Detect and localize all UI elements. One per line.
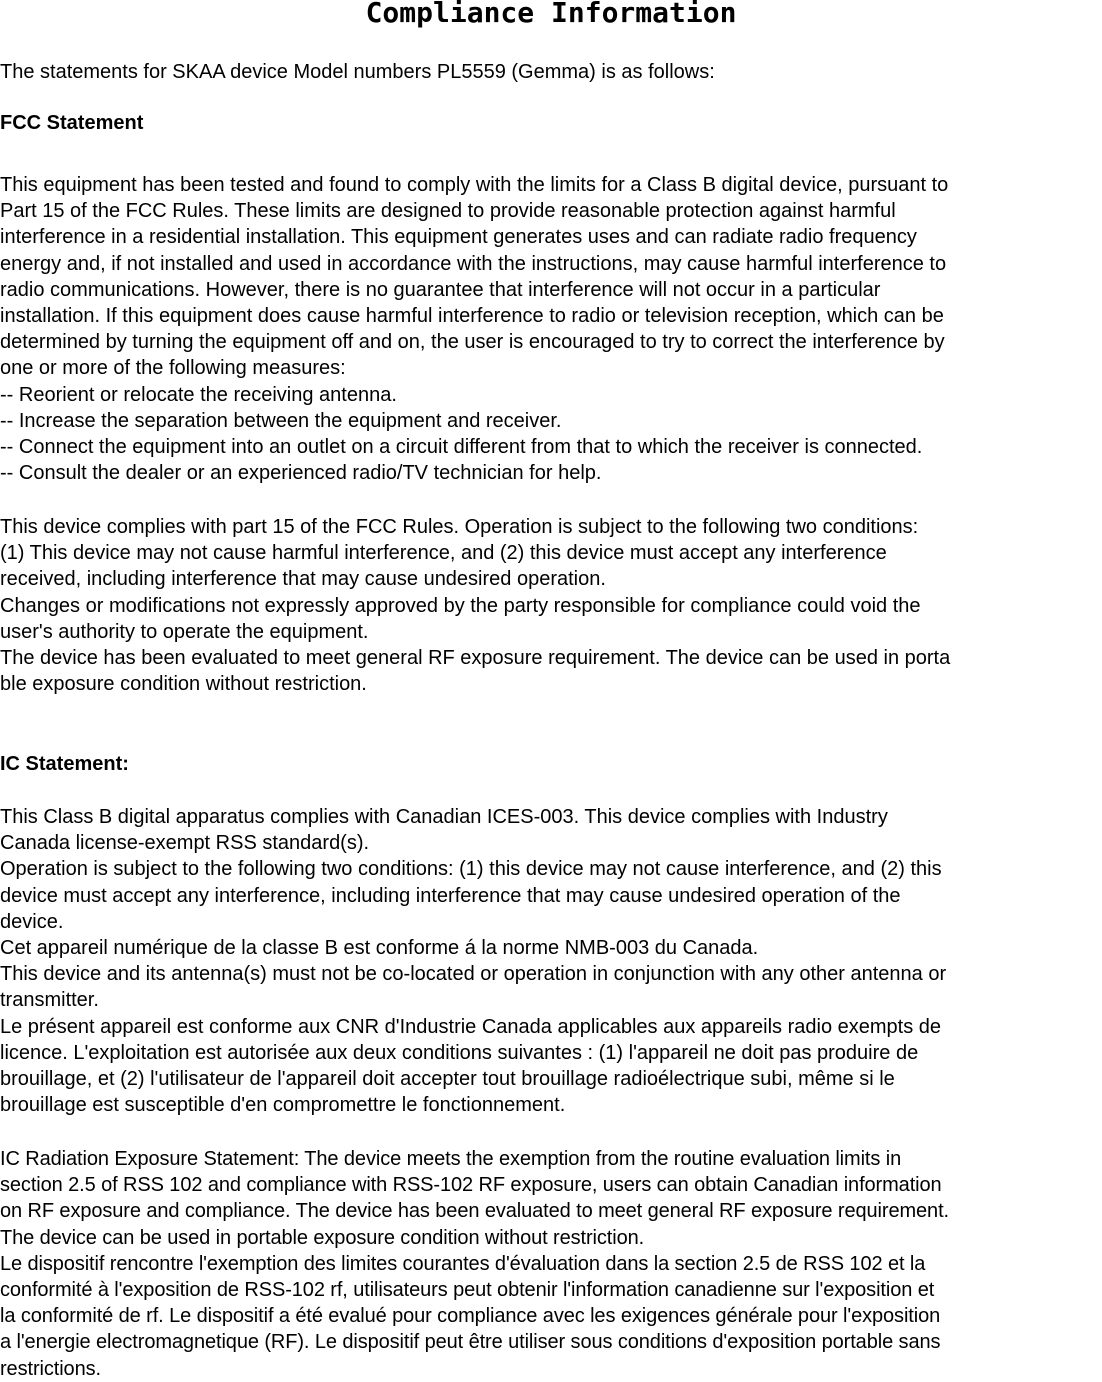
text-line: determined by turning the equipment off and on, the user is encouraged to try to correct the interference by [0,331,945,354]
text-line: Cet appareil numérique de la classe B est conforme á la norme NMB-003 du Canada. [0,937,759,960]
text-line: Changes or modifications not expressly approved by the party responsible for compliance could void the [0,594,921,617]
text-line: The device can be used in portable exposure condition without restriction. [0,1226,645,1249]
text-line: restrictions. [0,1357,101,1380]
text-line: conformité à l'exposition de RSS-102 rf, utilisateurs peut obtenir l'information canadienne sur l'exposition et [0,1279,935,1302]
text-line: Part 15 of the FCC Rules. These limits are designed to provide reasonable protection against harmful [0,200,896,223]
text-line: Canada license-exempt RSS standard(s). [0,832,370,855]
text-line: This Class B digital apparatus complies with Canadian ICES-003. This device complies with Industry [0,806,888,828]
fcc-paragraph-1 [0,172,948,486]
text-line: transmitter. [0,989,99,1012]
text-line: (1) This device may not cause harmful interference, and (2) this device must accept any interference [0,542,887,565]
fcc-heading: FCC Statement [0,112,144,134]
text-line: radio communications. However, there is no guarantee that interference will not occur in a particular [0,278,881,301]
intro-text: The statements for SKAA device Model numbers PL5559 (Gemma) is as follows: [0,61,715,83]
text-line: section 2.5 of RSS 102 and compliance with RSS-102 RF exposure, users can obtain Canadian information [0,1174,942,1197]
text-line: Operation is subject to the following two conditions: (1) this device may not cause interference, and (2) this [0,858,942,881]
text-line: received, including interference that may cause undesired operation. [0,568,606,591]
ic-heading: IC Statement: [0,753,129,775]
text-line: Le dispositif rencontre l'exemption des limites courantes d'évaluation dans la section 2.5 de RSS 102 et la [0,1252,926,1275]
text-line: This device complies with part 15 of the FCC Rules. Operation is subject to the following two conditions: [0,516,919,538]
text-line: ble exposure condition without restriction. [0,673,367,696]
text-line: licence. L'exploitation est autorisée aux deux conditions suivantes : (1) l'appareil ne doit pas produire de [0,1041,919,1064]
text-line: brouillage, et (2) l'utilisateur de l'appareil doit accepter tout brouillage radioélectrique subi, même si le [0,1068,895,1091]
ic-radiation-paragraph [0,1146,949,1382]
text-line: -- Consult the dealer or an experienced radio/TV technician for help. [0,462,602,485]
text-line: device. [0,910,64,933]
text-line: on RF exposure and compliance. The device has been evaluated to meet general RF exposure requirement. [0,1200,949,1223]
text-line: a l'energie electromagnetique (RF). Le dispositif peut être utiliser sous conditions d'exposition portable sans [0,1331,941,1354]
text-line: installation. If this equipment does cause harmful interference to radio or television reception, which can be [0,305,944,328]
text-line: one or more of the following measures: [0,357,346,380]
text-line: -- Reorient or relocate the receiving antenna. [0,383,397,406]
text-line: Le présent appareil est conforme aux CNR d'Industrie Canada applicables aux appareils radio exempts de [0,1015,942,1038]
text-line: la conformité de rf. Le dispositif a été evalué pour compliance avec les exigences générale pour l'exposition [0,1305,941,1328]
text-line: IC Radiation Exposure Statement: The device meets the exemption from the routine evaluation limits in [0,1148,902,1170]
fcc-paragraph-2 [0,514,950,697]
text-line: This equipment has been tested and found to comply with the limits for a Class B digital device, pursuant to [0,174,949,196]
text-line: user's authority to operate the equipment. [0,620,369,643]
text-line: This device and its antenna(s) must not be co-located or operation in conjunction with any other antenna or [0,963,947,986]
text-line: -- Connect the equipment into an outlet on a circuit different from that to which the receiver is connected. [0,436,923,459]
text-line: -- Increase the separation between the equipment and receiver. [0,409,562,432]
text-line: energy and, if not installed and used in accordance with the instructions, may cause harmful interference to [0,252,947,275]
ic-paragraph-1 [0,804,946,1118]
page-title: Compliance Information [365,0,737,29]
text-line: brouillage est susceptible d'en compromettre le fonctionnement. [0,1094,566,1117]
text-line: The device has been evaluated to meet general RF exposure requirement. The device can be used in porta [0,647,951,670]
text-line: device must accept any interference, including interference that may cause undesired operation of the [0,884,901,907]
text-line: interference in a residential installation. This equipment generates uses and can radiate radio frequency [0,226,917,249]
